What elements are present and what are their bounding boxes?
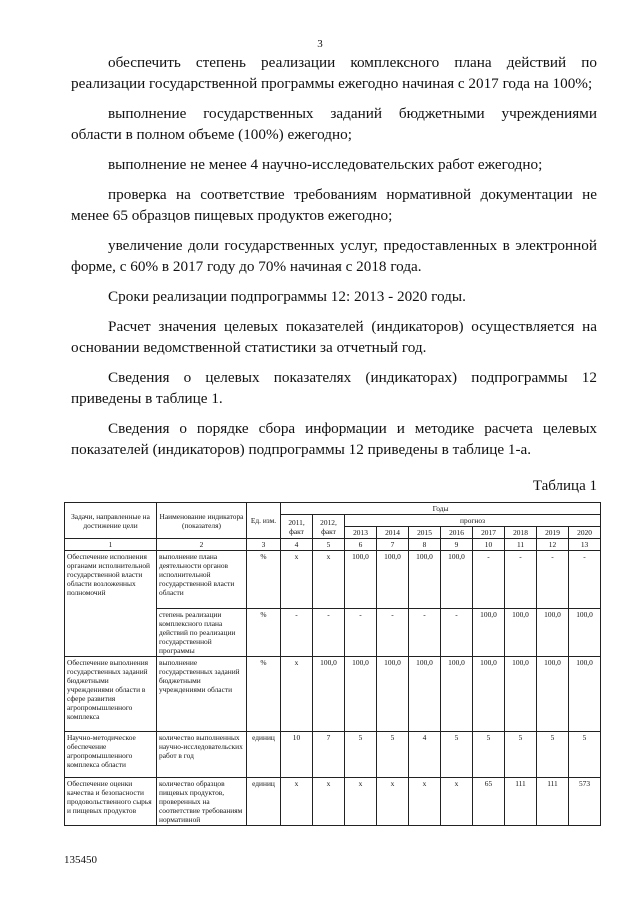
value-cell: 100,0 [409, 657, 441, 732]
unit-cell: единиц [247, 732, 281, 778]
value-cell: 100,0 [441, 551, 473, 609]
value-cell: 7 [313, 732, 345, 778]
value-cell: - [313, 609, 345, 657]
unit-cell: % [247, 657, 281, 732]
paragraph: увеличение доли государственных услуг, предоставленных в электронной форме, с 60% в 2017 году до 70% начиная с 2018 года. [71, 237, 597, 275]
body-text [71, 52, 597, 469]
paragraph: Сведения о порядке сбора информации и методике расчета целевых показателей (индикаторов) подпрограммы 12 приведены в таблице 1-а. [71, 420, 597, 458]
header-year: 2019 [537, 527, 569, 539]
table-label: Таблица 1 [532, 478, 597, 494]
column-number: 10 [473, 539, 505, 551]
value-cell: 573 [569, 778, 601, 826]
task-cell: Научно-методическое обеспечение агропромышленного комплекса области [65, 732, 157, 778]
header-fact-2011: 2011, факт [281, 515, 313, 539]
column-number: 9 [441, 539, 473, 551]
value-cell: x [377, 778, 409, 826]
value-cell: x [313, 778, 345, 826]
paragraph: выполнение не менее 4 научно-исследовательских работ ежегодно; [108, 156, 543, 173]
indicator-cell: степень реализации комплексного плана действий по реализации государственной программы [157, 609, 247, 657]
column-number: 5 [313, 539, 345, 551]
indicator-cell: выполнение государственных заданий бюджетными учреждениями области [157, 657, 247, 732]
value-cell: 100,0 [345, 551, 377, 609]
header-tasks: Задачи, направленные на достижение цели [65, 503, 157, 539]
table-row [65, 778, 601, 826]
value-cell: 111 [537, 778, 569, 826]
value-cell: - [441, 609, 473, 657]
indicator-cell: выполнение плана деятельности органов исполнительной государственной власти области [157, 551, 247, 609]
indicator-cell: количество выполненных научно-исследовательских работ в год [157, 732, 247, 778]
value-cell: 100,0 [473, 657, 505, 732]
column-number: 1 [65, 539, 157, 551]
value-cell: x [345, 778, 377, 826]
value-cell: - [473, 551, 505, 609]
table-header-row [65, 503, 601, 515]
value-cell: 100,0 [441, 657, 473, 732]
value-cell: 10 [281, 732, 313, 778]
paragraph: выполнение государственных заданий бюджетными учреждениями области в полном объеме (100%) ежегодно; [71, 105, 597, 143]
value-cell: 5 [441, 732, 473, 778]
value-cell: 111 [505, 778, 537, 826]
value-cell: x [281, 778, 313, 826]
header-year: 2015 [409, 527, 441, 539]
header-fact-2012: 2012, факт [313, 515, 345, 539]
value-cell: 5 [537, 732, 569, 778]
header-unit: Ед. изм. [247, 503, 281, 539]
value-cell: 5 [377, 732, 409, 778]
value-cell: 100,0 [409, 551, 441, 609]
header-indicator: Наименование индикатора (показателя) [157, 503, 247, 539]
value-cell: 5 [505, 732, 537, 778]
indicators-table [64, 502, 601, 826]
value-cell: - [569, 551, 601, 609]
value-cell: 5 [569, 732, 601, 778]
value-cell: 100,0 [377, 551, 409, 609]
value-cell: x [409, 778, 441, 826]
column-number: 13 [569, 539, 601, 551]
header-years: Годы [281, 503, 601, 515]
value-cell: x [313, 551, 345, 609]
value-cell: - [377, 609, 409, 657]
value-cell: 65 [473, 778, 505, 826]
column-number: 7 [377, 539, 409, 551]
value-cell: x [441, 778, 473, 826]
value-cell: - [505, 551, 537, 609]
value-cell: - [281, 609, 313, 657]
value-cell: 100,0 [313, 657, 345, 732]
value-cell: 100,0 [505, 609, 537, 657]
task-cell: Обеспечение выполнения государственных заданий бюджетными учреждениями области в сфере развития агропромышленного комплекса [65, 657, 157, 732]
paragraph: Сведения о целевых показателях (индикаторах) подпрограммы 12 приведены в таблице 1. [71, 369, 597, 407]
table-row [65, 732, 601, 778]
value-cell: 100,0 [537, 609, 569, 657]
header-year: 2020 [569, 527, 601, 539]
unit-cell: единиц [247, 778, 281, 826]
value-cell: 100,0 [537, 657, 569, 732]
value-cell: - [537, 551, 569, 609]
column-number: 11 [505, 539, 537, 551]
paragraph: обеспечить степень реализации комплексного плана действий по реализации государственной программы ежегодно начиная с 2017 года на 100%; [71, 54, 597, 92]
unit-cell: % [247, 551, 281, 609]
table-row [65, 657, 601, 732]
unit-cell: % [247, 609, 281, 657]
task-cell: Обеспечение исполнения органами исполнительной государственной власти области возложенных полномочий [65, 551, 157, 657]
column-number-row [65, 539, 601, 551]
value-cell: - [345, 609, 377, 657]
header-year: 2017 [473, 527, 505, 539]
paragraph: Сроки реализации подпрограммы 12: 2013 - 2020 годы. [108, 288, 466, 305]
value-cell: 100,0 [473, 609, 505, 657]
value-cell: 100,0 [569, 609, 601, 657]
value-cell: 5 [473, 732, 505, 778]
task-cell: Обеспечение оценки качества и безопасности продовольственного сырья и пищевых продуктов [65, 778, 157, 826]
column-number: 2 [157, 539, 247, 551]
indicator-cell: количество образцов пищевых продуктов, проверенных на соответствие требованиям нормативной [157, 778, 247, 826]
value-cell: 100,0 [505, 657, 537, 732]
page-number: 3 [317, 38, 323, 50]
header-forecast: прогноз [345, 515, 601, 527]
column-number: 12 [537, 539, 569, 551]
table-row [65, 551, 601, 609]
document-code: 135450 [64, 854, 97, 866]
value-cell: x [281, 657, 313, 732]
column-number: 6 [345, 539, 377, 551]
header-year: 2013 [345, 527, 377, 539]
value-cell: x [281, 551, 313, 609]
column-number: 4 [281, 539, 313, 551]
value-cell: 5 [345, 732, 377, 778]
header-year: 2018 [505, 527, 537, 539]
paragraph: Расчет значения целевых показателей (индикаторов) осуществляется на основании ведомственной статистики за отчетный год. [71, 318, 597, 356]
paragraph: проверка на соответствие требованиям нормативной документации не менее 65 образцов пищевых продуктов ежегодно; [71, 186, 597, 224]
header-year: 2014 [377, 527, 409, 539]
value-cell: - [409, 609, 441, 657]
value-cell: 100,0 [345, 657, 377, 732]
column-number: 8 [409, 539, 441, 551]
value-cell: 100,0 [377, 657, 409, 732]
header-year: 2016 [441, 527, 473, 539]
value-cell: 4 [409, 732, 441, 778]
column-number: 3 [247, 539, 281, 551]
value-cell: 100,0 [569, 657, 601, 732]
